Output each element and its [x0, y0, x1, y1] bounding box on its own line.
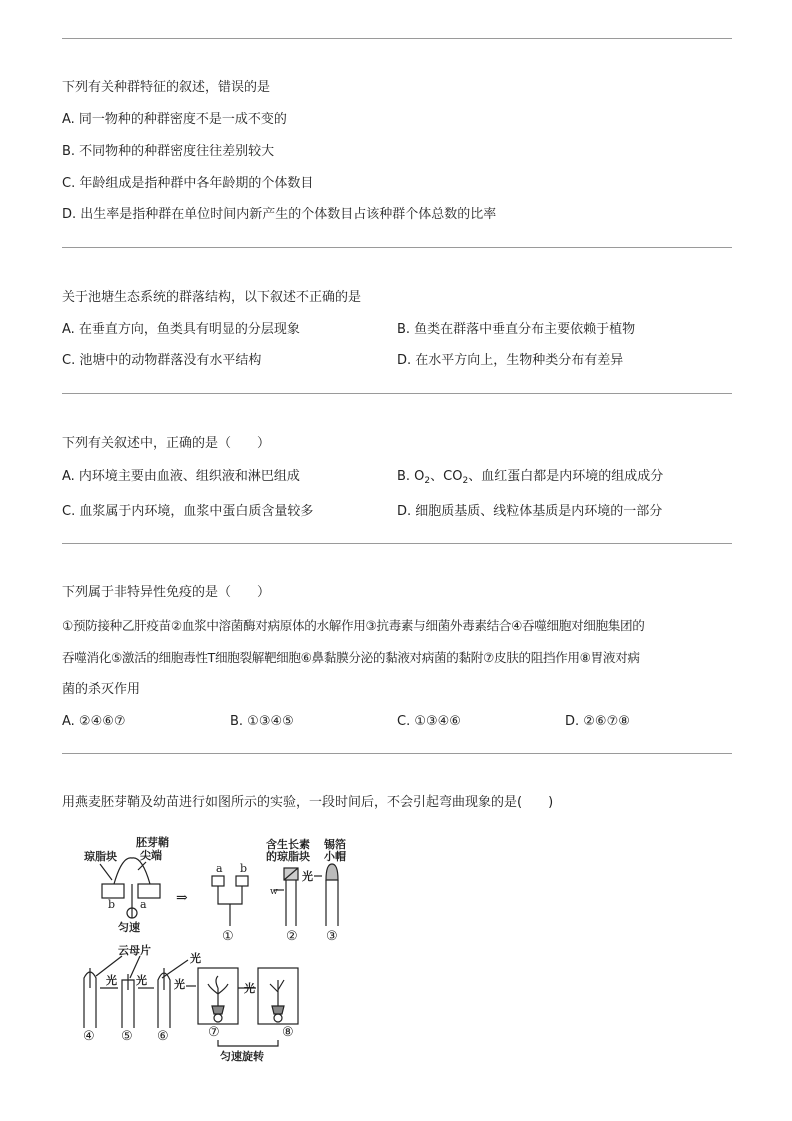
label-agar-block: 琼脂块 — [84, 850, 117, 863]
number-3: ③ — [326, 929, 338, 944]
number-7: ⑦ — [208, 1025, 220, 1040]
label-mica: 云母片 — [118, 944, 151, 957]
question-stem: 关于池塘生态系统的群落结构，以下叙述不正确的是 — [62, 290, 362, 305]
option-d[interactable]: D. 细胞质基质、线粒体基质是内环境的一部分 — [397, 504, 663, 519]
label-tin-foil-cap: 小帽 — [324, 850, 346, 863]
label-a: a — [216, 862, 223, 875]
option-b[interactable]: B. 不同物种的种群密度往往差别较大 — [62, 144, 275, 159]
option-a[interactable]: A. 在垂直方向，鱼类具有明显的分层现象 — [62, 322, 300, 337]
label-light: 光 — [244, 982, 255, 995]
question-body-line: ①预防接种乙肝疫苗②血浆中溶菌酶对病原体的水解作用③抗毒素与细菌外毒素结合④吞噬细胞对细胞集团的 — [62, 618, 645, 633]
label-b: b — [240, 862, 248, 875]
rotation-disk — [214, 1014, 222, 1022]
number-1: ① — [222, 929, 234, 944]
label-light: 光 — [174, 978, 185, 991]
option-c[interactable]: C. 血浆属于内环境，血浆中蛋白质含量较多 — [62, 504, 314, 519]
number-8: ⑧ — [282, 1025, 294, 1040]
option-b[interactable]: B. 鱼类在群落中垂直分布主要依赖于植物 — [397, 322, 636, 337]
agar-block — [236, 876, 248, 886]
divider — [62, 543, 732, 544]
divider — [62, 38, 732, 39]
label-a: a — [140, 898, 147, 911]
tin-foil-cap — [326, 864, 338, 880]
question-stem: 下列有关叙述中，正确的是（ ） — [62, 436, 271, 451]
label-tip: 尖端 — [140, 849, 162, 862]
number-2: ② — [286, 929, 298, 944]
seedling — [208, 976, 228, 1006]
experiment-figure — [70, 828, 370, 1063]
option-d[interactable]: D. ②⑥⑦⑧ — [565, 714, 630, 729]
label-auxin-agar: 含生长素 — [266, 838, 310, 851]
option-b-middle: 、CO — [430, 469, 463, 484]
bracket — [218, 1040, 278, 1046]
rotation-disk — [274, 1014, 282, 1022]
question-body-line: 吞噬消化⑤激活的细胞毒性T细胞裂解靶细胞⑥鼻黏膜分泌的黏液对病菌的黏附⑦皮肤的阻挡作用⑧胃液对病 — [62, 650, 640, 665]
divider — [62, 247, 732, 248]
option-d[interactable]: D. 出生率是指种群在单位时间内新产生的个体数目占该种群个体总数的比率 — [62, 207, 497, 222]
option-a[interactable]: A. 内环境主要由血液、组织液和淋巴组成 — [62, 469, 300, 484]
option-b[interactable]: B. ①③④⑤ — [230, 714, 294, 729]
number-4: ④ — [83, 1029, 95, 1044]
label-light: 光 — [302, 870, 313, 883]
divider — [62, 393, 732, 394]
agar-block — [212, 876, 224, 886]
label-b: b — [108, 898, 116, 911]
label-w: w — [270, 887, 278, 897]
coleoptile — [286, 880, 296, 926]
subscript-two: 2 — [424, 476, 431, 486]
agar-block — [138, 884, 160, 898]
option-b[interactable] — [397, 469, 663, 489]
option-c[interactable]: C. 年龄组成是指种群中各年龄期的个体数目 — [62, 176, 314, 191]
option-b-suffix: 、血红蛋白都是内环境的组成成分 — [468, 469, 664, 484]
agar-block — [102, 884, 124, 898]
option-a[interactable]: A. ②④⑥⑦ — [62, 714, 126, 729]
question-stem: 下列属于非特异性免疫的是（ ） — [62, 585, 271, 600]
label-uniform-speed: 匀速 — [118, 921, 140, 934]
coleoptile — [326, 880, 338, 926]
option-d[interactable]: D. 在水平方向上，生物种类分布有差异 — [397, 353, 624, 368]
label-tin-foil-cap: 锡箔 — [324, 838, 346, 851]
number-5: ⑤ — [121, 1029, 133, 1044]
seedling — [270, 980, 284, 1006]
arrow-glyph: ⇒ — [176, 890, 188, 906]
divider — [62, 753, 732, 754]
label-tip: 胚芽鞘 — [136, 836, 169, 849]
pot — [272, 1006, 284, 1014]
option-c[interactable]: C. ①③④⑥ — [397, 714, 461, 729]
question-stem: 用燕麦胚芽鞘及幼苗进行如图所示的实验，一段时间后，不会引起弯曲现象的是( ) — [62, 795, 554, 810]
number-6: ⑥ — [157, 1029, 169, 1044]
label-light: 光 — [106, 974, 117, 987]
question-body-line: 菌的杀灭作用 — [62, 682, 141, 697]
label-auxin-agar: 的琼脂块 — [266, 850, 310, 863]
subscript-two: 2 — [462, 476, 469, 486]
option-a[interactable]: A. 同一物种的种群密度不是一成不变的 — [62, 112, 287, 127]
option-b-prefix: B. O — [397, 469, 425, 484]
label-light: 光 — [136, 974, 147, 987]
label-light: 光 — [190, 952, 201, 965]
question-stem: 下列有关种群特征的叙述，错误的是 — [62, 80, 271, 95]
coleoptile — [218, 886, 242, 904]
option-c[interactable]: C. 池塘中的动物群落没有水平结构 — [62, 353, 262, 368]
pot — [212, 1006, 224, 1014]
label-rotate: 匀速旋转 — [220, 1050, 264, 1063]
